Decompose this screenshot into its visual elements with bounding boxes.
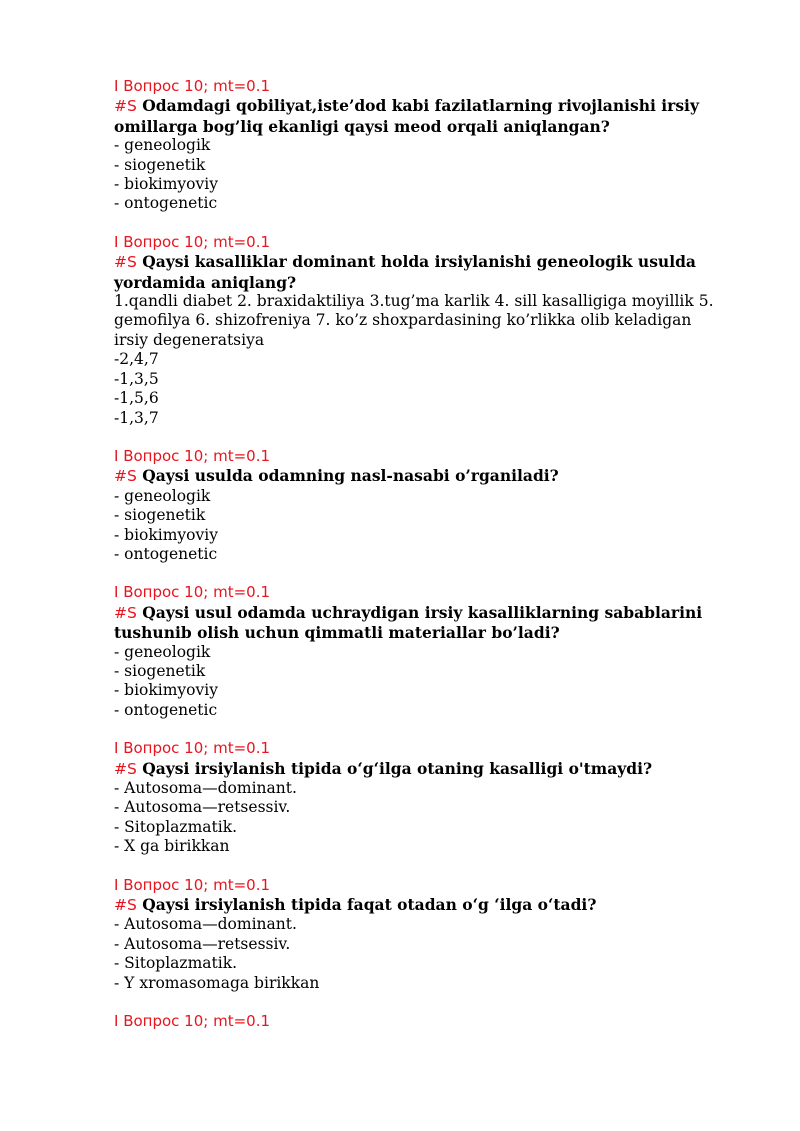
question-line: Qaysi irsiylanish tipida o‘g‘ilga otaning kasalligi o'tmaydi? (142, 758, 653, 778)
answer-option: -1,5,6 (114, 389, 159, 408)
question-text (114, 759, 764, 779)
answer-option: - siogenetik (114, 155, 206, 174)
question-block (114, 233, 764, 428)
question-line: Qaysi usul odamda uchraydigan irsiy kasalliklarning sabablarini (142, 602, 703, 622)
question-tag: #S (114, 603, 137, 622)
answer-option: - Autosoma—retsessiv. (114, 934, 291, 953)
question-text (114, 895, 764, 915)
question-text (114, 252, 764, 272)
question-block (114, 77, 764, 214)
question-header: I Вопрос 10; mt=0.1 (114, 583, 271, 602)
answer-option: - ontogenetic (114, 194, 218, 213)
answer-option: - geneologik (114, 486, 211, 505)
answer-option: - biokimyoviy (114, 681, 218, 700)
question-line: yordamida aniqlang? (114, 272, 297, 292)
answer-option: - geneologik (114, 642, 211, 661)
question-header: I Вопрос 10; mt=0.1 (114, 1012, 271, 1031)
question-line: Odamdagi qobiliyat,iste’dod kabi fazilatlarning rivojlanishi irsiy (142, 96, 699, 116)
answer-option: -2,4,7 (114, 350, 159, 369)
question-header: I Вопрос 10; mt=0.1 (114, 77, 271, 95)
answer-option: - Y xromasomaga birikkan (114, 973, 320, 992)
question-header: I Вопрос 10; mt=0.1 (114, 875, 271, 894)
document-page (114, 77, 764, 1050)
question-line: tushunib olish uchun qimmatli materiallar bo’ladi? (114, 623, 560, 643)
question-text (114, 466, 764, 486)
question-block (114, 1012, 764, 1031)
question-text (114, 96, 764, 116)
answer-option: - ontogenetic (114, 544, 218, 563)
answer-option: - Autosoma—dominant. (114, 915, 297, 934)
question-block (114, 447, 764, 564)
question-block (114, 876, 764, 993)
question-block (114, 739, 764, 856)
question-line: Qaysi irsiylanish tipida faqat otadan o‘g ‘ilga o‘tadi? (142, 895, 597, 915)
answer-option: -1,3,7 (114, 408, 159, 427)
answer-option: - Autosoma—retsessiv. (114, 798, 291, 817)
question-tag: #S (114, 896, 137, 915)
question-line: Qaysi usulda odamning nasl-nasabi o’rganiladi? (142, 466, 559, 486)
question-stem-line: gemofilya 6. shizofreniya 7. ko’z shoxpardasining ko’rlikka olib keladigan (114, 311, 692, 330)
question-tag: #S (114, 759, 137, 778)
question-text (114, 603, 764, 623)
question-tag: #S (114, 97, 137, 116)
answer-option: -1,3,5 (114, 369, 159, 388)
answer-option: - geneologik (114, 136, 211, 155)
answer-option: - siogenetik (114, 506, 206, 525)
question-block (114, 583, 764, 720)
question-header: I Вопрос 10; mt=0.1 (114, 739, 271, 758)
question-header: I Вопрос 10; mt=0.1 (114, 446, 271, 465)
question-line: Qaysi kasalliklar dominant holda irsiylanishi geneologik usulda (142, 252, 696, 272)
question-stem-line: 1.qandli diabet 2. braxidaktiliya 3.tug’ma karlik 4. sill kasalligiga moyillik 5. (114, 292, 714, 311)
answer-option: - biokimyoviy (114, 525, 218, 544)
question-tag: #S (114, 253, 137, 272)
question-line: omillarga bog’liq ekanligi qaysi meod orqali aniqlangan? (114, 116, 610, 136)
question-header: I Вопрос 10; mt=0.1 (114, 232, 271, 251)
answer-option: - Sitoplazmatik. (114, 954, 238, 973)
answer-option: - Autosoma—dominant. (114, 779, 297, 797)
answer-option: - siogenetik (114, 661, 206, 680)
answer-option: - X ga birikkan (114, 837, 230, 856)
answer-option: - Sitoplazmatik. (114, 817, 238, 836)
answer-option: - biokimyoviy (114, 175, 218, 194)
answer-option: - ontogenetic (114, 700, 218, 719)
question-tag: #S (114, 467, 137, 486)
question-stem-line: irsiy degeneratsiya (114, 330, 265, 349)
